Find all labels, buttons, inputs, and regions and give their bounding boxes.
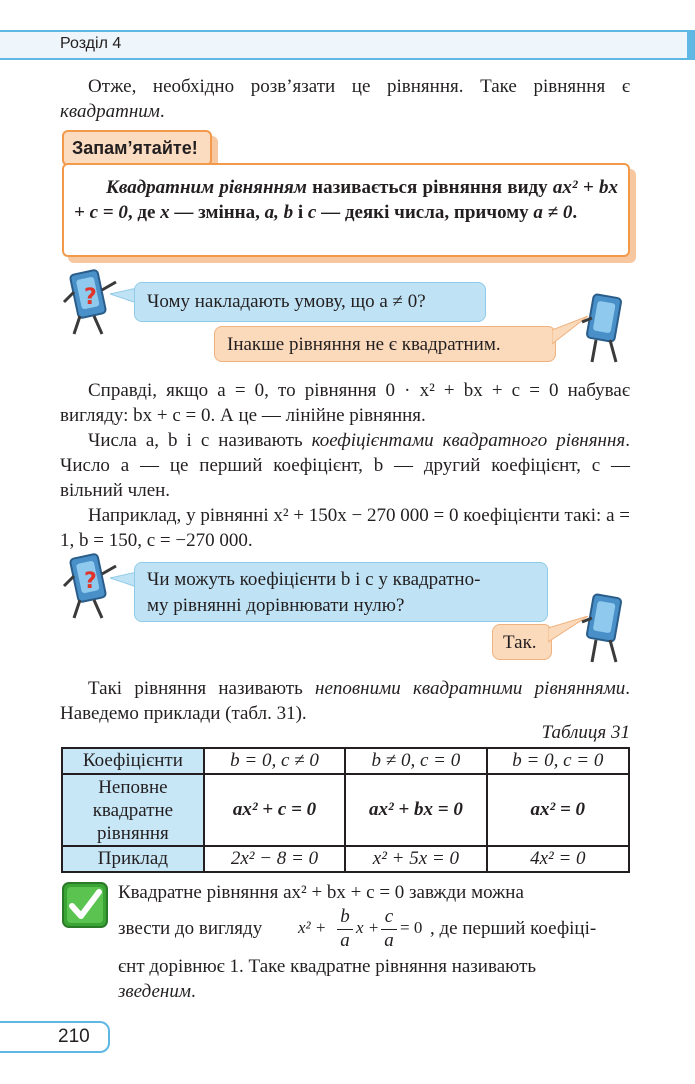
row-header: Коефіцієнти (62, 748, 204, 774)
table-cell: 2x² − 8 = 0 (204, 846, 345, 872)
table-cell: b ≠ 0, c = 0 (345, 748, 486, 774)
note-line-3: єнт дорівнює 1. Таке квадратне рівняння називають (118, 956, 537, 977)
row-header: Приклад (62, 846, 204, 872)
row-header: Неповне квадратне рівняння (62, 774, 204, 846)
table-cell: ax² + c = 0 (204, 774, 345, 846)
intro-paragraph: Отже, необхідно розв’язати це рівняння. Таке рівняння є квадратним. (60, 76, 630, 122)
table-caption: Таблиця 31 (541, 722, 630, 743)
answer-robot-icon-2 (580, 592, 632, 666)
note-line-1: Квадратне рівняння ax² + bx + c = 0 завжди можна (118, 882, 524, 903)
table-cell: 4x² = 0 (487, 846, 629, 872)
table-row (62, 846, 629, 872)
table-cell: x² + 5x = 0 (345, 846, 486, 872)
paragraph-example: Наприклад, у рівнянні x² + 150x − 270 000 = 0 коефіцієнти такі: a = 1, b = 150, c = −270 000. (60, 505, 630, 551)
answer-bubble-2: Так. (492, 624, 552, 660)
svg-text:?: ? (84, 285, 97, 310)
table-row (62, 748, 629, 774)
question-bubble-1: Чому накладають умову, що a ≠ 0? (134, 282, 486, 322)
definition-box: Квадратним рівнянням називається рівняння виду ax² + bx + c = 0, де x — змінна, a, b і c — деякі числа, причому a ≠ 0. (62, 163, 630, 257)
note-line-4: зведеним. (118, 981, 196, 1002)
question-bubble-2: Чи можуть коефіцієнти b і c у квадратно- му рівнянні дорівнювати нулю? (134, 562, 548, 622)
table-cell: b = 0, c = 0 (487, 748, 629, 774)
section-title: Розділ 4 (60, 35, 122, 52)
page-number: 210 (0, 1021, 110, 1053)
remember-tab: Запам’ятайте! (62, 130, 212, 166)
table-row (62, 774, 629, 846)
paragraph-coefficients: Числа a, b і c називають коефіцієнтами квадратного рівняння. Число a — це перший коефіцієнт, b — другий коефіцієнт, c — вільний член. (60, 430, 630, 501)
coefficients-table (61, 747, 630, 873)
answer-bubble-1: Інакше рівняння не є квадратним. (214, 326, 556, 362)
checkmark-icon (62, 882, 108, 928)
answer-robot-icon (580, 292, 632, 366)
table-cell: ax² = 0 (487, 774, 629, 846)
table-cell: b = 0, c ≠ 0 (204, 748, 345, 774)
table-cell: ax² + bx = 0 (345, 774, 486, 846)
paragraph-linear: Справді, якщо a = 0, то рівняння 0 · x² + bx + c = 0 набуває вигляду: bx + c = 0. А це — лінійне рівняння. (60, 380, 630, 426)
svg-text:?: ? (84, 569, 97, 594)
note-formula-line: звести до вигляду x² + b a x + c a = 0 , де перший коефіці- (118, 906, 597, 951)
paragraph-incomplete: Такі рівняння називають неповними квадратними рівняннями. Наведемо приклади (табл. 31). (60, 678, 631, 724)
